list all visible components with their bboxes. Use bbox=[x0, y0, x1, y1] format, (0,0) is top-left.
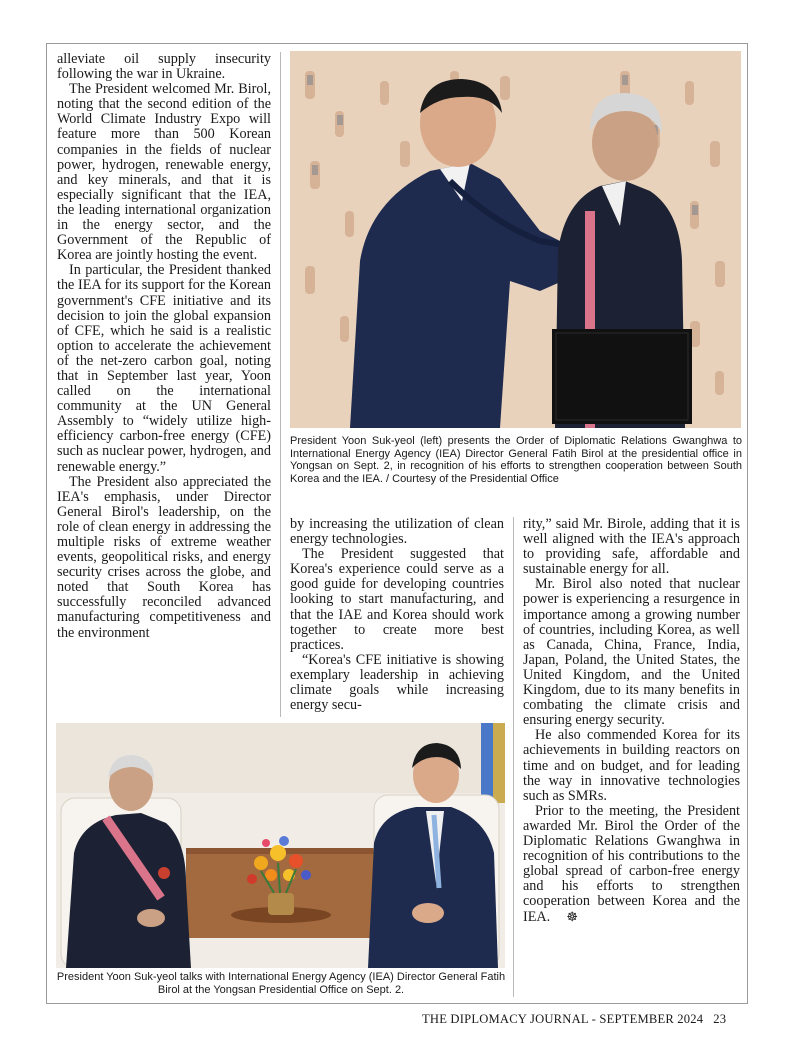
paragraph: In particular, the President thanked the IEA for its support for the Korean government's CFE initiative and its decision to join the global expansion of CFE, which he said is a realistic option to accelerate the achievement of the net-zero carbon goal, noting that in September last year, Yoon called on the international community at the UN General Assembly to “widely utilize high-efficiency carbon-free energy (CFE) such as nuclear power, hydrogen, and renewable energy.” bbox=[57, 262, 271, 475]
paragraph: The President suggested that Korea's experience could serve as a good guide for developing countries looking to start manufacturing, and that the IAE and Korea should work together to create more best practices. bbox=[290, 546, 504, 653]
paragraph-text: Prior to the meeting, the President awarded Mr. Birol the Order of the Diplomatic Relations Gwanghwa in recognition of his contributions to the global spread of carbon-free energy and his efforts to strengthen cooperation between Korea and the IEA. bbox=[523, 802, 740, 926]
paragraph: He also commended Korea for its achievements in building reactors on time and on budget, and for leading the way in innovative technologies such as SMRs. bbox=[523, 727, 740, 804]
column-divider bbox=[513, 517, 514, 997]
page-number: 23 bbox=[713, 1012, 727, 1026]
photo-medal-presentation-image bbox=[290, 51, 741, 428]
paragraph: “Korea's CFE initiative is showing exemplary leadership in achieving climate goals while increasing energy secu- bbox=[290, 651, 504, 714]
paragraph: The President welcomed Mr. Birol, noting that the second edition of the World Climate Industry Expo will feature more than 500 Korean companies in the fields of nuclear power, hydrogen, renewable energy, and key minerals, and that it is especially significant that the IEA, the leading international organization in the energy sector, and the Government of the Republic of Korea are jointly hosting the event. bbox=[57, 81, 271, 264]
publication-name: THE DIPLOMACY JOURNAL - SEPTEMBER 2024 bbox=[422, 1012, 704, 1026]
end-mark-icon: ☸ bbox=[566, 909, 578, 925]
photo-meeting-image bbox=[56, 723, 505, 968]
article-column-3 bbox=[523, 517, 740, 1001]
paragraph: alleviate oil supply insecurity following the war in Ukraine. bbox=[57, 52, 271, 83]
article-column-2 bbox=[290, 517, 504, 717]
photo-caption-top: President Yoon Suk-yeol (left) presents the Order of Diplomatic Relations Gwanghwa to International Energy Agency (IEA) Director General Fatih Birol at the presidential office in Yongsan on Sept. 2, in recognition of his efforts to strengthen cooperation between South Korea and the IEA. / Courtesy of the Presidential Office bbox=[290, 435, 742, 485]
paragraph: rity,” said Mr. Birole, adding that it is well aligned with the IEA's approach to providing safe, affordable and sustainable energy for all. bbox=[523, 517, 740, 578]
paragraph bbox=[523, 804, 740, 926]
article-column-1 bbox=[57, 52, 271, 718]
photo-caption-bottom: President Yoon Suk-yeol talks with International Energy Agency (IEA) Director General Fatih Birol at the Yongsan Presidential Office on Sept. 2. bbox=[56, 971, 506, 996]
page-footer bbox=[422, 1012, 752, 1027]
paragraph: Mr. Birol also noted that nuclear power is experiencing a resurgence in importance among a growing number of countries, including Korea, as well as Canada, China, France, India, Japan, Poland, the United States, the United Kingdom, and the United Kingdom, due to its many benefits in combating the climate crisis and ensuring energy security. bbox=[523, 576, 740, 729]
photo-medal-presentation bbox=[290, 51, 741, 428]
paragraph: by increasing the utilization of clean energy technologies. bbox=[290, 517, 504, 548]
paragraph: The President also appreciated the IEA's emphasis, under Director General Birol's leadership, on the role of clean energy in addressing the multiple risks of extreme weather events, geopolitical risks, and energy security crises across the globe, and noted that South Korea has successfully reconciled advanced manufacturing competitiveness and the environment bbox=[57, 473, 271, 641]
photo-meeting bbox=[56, 723, 505, 968]
column-divider bbox=[280, 52, 281, 717]
